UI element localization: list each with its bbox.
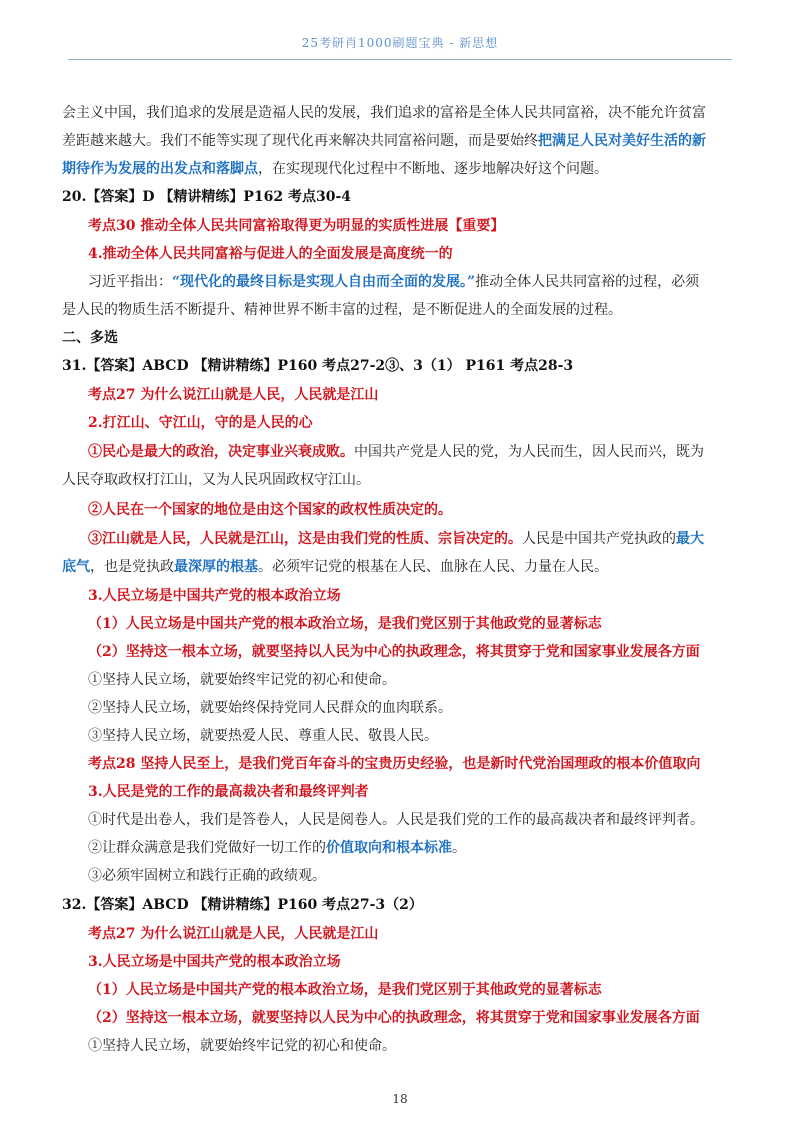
body-text-line: ①民心是最大的政治，决定事业兴衰成败。中国共产党是人民的党，为人民而生，因人民而兴，既为: [88, 444, 704, 460]
document-body: [62, 104, 728, 1055]
body-text-line: 差距越来越大。我们不能等实现了现代化再来解决共同富裕问题，而是要始终把满足人民对美好生活的新: [62, 133, 706, 149]
body-text-line: 是人民的物质生活不断提升、精神世界不断丰富的过程，是不断促进人的全面发展的过程。: [62, 302, 622, 318]
body-text-line: ③江山就是人民，人民就是江山，这是由我们党的性质、宗旨决定的。人民是中国共产党执政的最大: [88, 531, 704, 547]
body-text-line: 底气，也是党执政最深厚的根基。必须牢记党的根基在人民、血脉在人民、力量在人民。: [62, 559, 608, 575]
section-heading-multiple-choice: 二、多选: [62, 330, 118, 346]
topic-heading: 考点30 推动全体人民共同富裕取得更为明显的实质性进展【重要】: [88, 218, 505, 234]
body-text-line: 人民夺取政权打江山，又为人民巩固政权守江山。: [62, 472, 370, 488]
subtopic-heading: 3.人民是党的工作的最高裁决者和最终评判者: [88, 784, 369, 800]
subtopic-heading: 3.人民立场是中国共产党的根本政治立场: [88, 954, 341, 970]
answer-heading-20: 20.【答案】D 【精讲精练】P162 考点30-4: [62, 189, 352, 205]
subtopic-heading: 2.打江山、守江山，守的是人民的心: [88, 415, 313, 431]
topic-heading: 考点27 为什么说江山就是人民，人民就是江山: [88, 387, 379, 403]
page-header: 25考研肖1000刷题宝典 - 新思想: [301, 36, 499, 50]
highlight-line: （1）人民立场是中国共产党的根本政治立场，是我们党区别于其他政党的显著标志: [88, 616, 602, 632]
highlight-line: （1）人民立场是中国共产党的根本政治立场，是我们党区别于其他政党的显著标志: [88, 982, 602, 998]
list-item: ①时代是出卷人，我们是答卷人，人民是阅卷人。人民是我们党的工作的最高裁决者和最终评判者。: [88, 812, 704, 828]
highlight-line: （2）坚持这一根本立场，就要坚持以人民为中心的执政理念，将其贯穿于党和国家事业发展各方面: [88, 644, 700, 660]
list-item: ③必须牢固树立和践行正确的政绩观。: [88, 868, 326, 884]
body-text-line: 习近平指出：“现代化的最终目标是实现人自由而全面的发展。”推动全体人民共同富裕的过程，必须: [88, 274, 700, 290]
list-item: ①坚持人民立场，就要始终牢记党的初心和使命。: [88, 672, 396, 688]
topic-heading: 考点27 为什么说江山就是人民，人民就是江山: [88, 926, 379, 942]
list-item: ③坚持人民立场，就要热爱人民、尊重人民、敬畏人民。: [88, 728, 438, 744]
highlight-line: ②人民在一个国家的地位是由这个国家的政权性质决定的。: [88, 502, 452, 518]
highlight-line: （2）坚持这一根本立场，就要坚持以人民为中心的执政理念，将其贯穿于党和国家事业发展各方面: [88, 1010, 700, 1026]
list-item: ①坚持人民立场，就要始终牢记党的初心和使命。: [88, 1038, 396, 1054]
topic-heading: 考点28 坚持人民至上，是我们党百年奋斗的宝贵历史经验，也是新时代党治国理政的根本价值取向: [88, 756, 701, 772]
page-number: 18: [392, 1092, 408, 1106]
subtopic-heading: 4.推动全体人民共同富裕与促进人的全面发展是高度统一的: [88, 246, 453, 262]
list-item: ②让群众满意是我们党做好一切工作的价值取向和根本标准。: [88, 840, 466, 856]
body-text-line: 期待作为发展的出发点和落脚点，在实现现代化过程中不断地、逐步地解决好这个问题。: [62, 161, 608, 177]
answer-heading-31: 31.【答案】ABCD 【精讲精练】P160 考点27-2③、3（1） P161 考点28-3: [62, 358, 574, 374]
header-divider: [68, 59, 732, 60]
list-item: ②坚持人民立场，就要始终保持党同人民群众的血肉联系。: [88, 700, 452, 716]
answer-heading-32: 32.【答案】ABCD 【精讲精练】P160 考点27-3（2）: [62, 897, 423, 913]
body-text-line: 会主义中国，我们追求的发展是造福人民的发展，我们追求的富裕是全体人民共同富裕，决不能允许贫富: [62, 105, 706, 121]
subtopic-heading: 3.人民立场是中国共产党的根本政治立场: [88, 588, 341, 604]
